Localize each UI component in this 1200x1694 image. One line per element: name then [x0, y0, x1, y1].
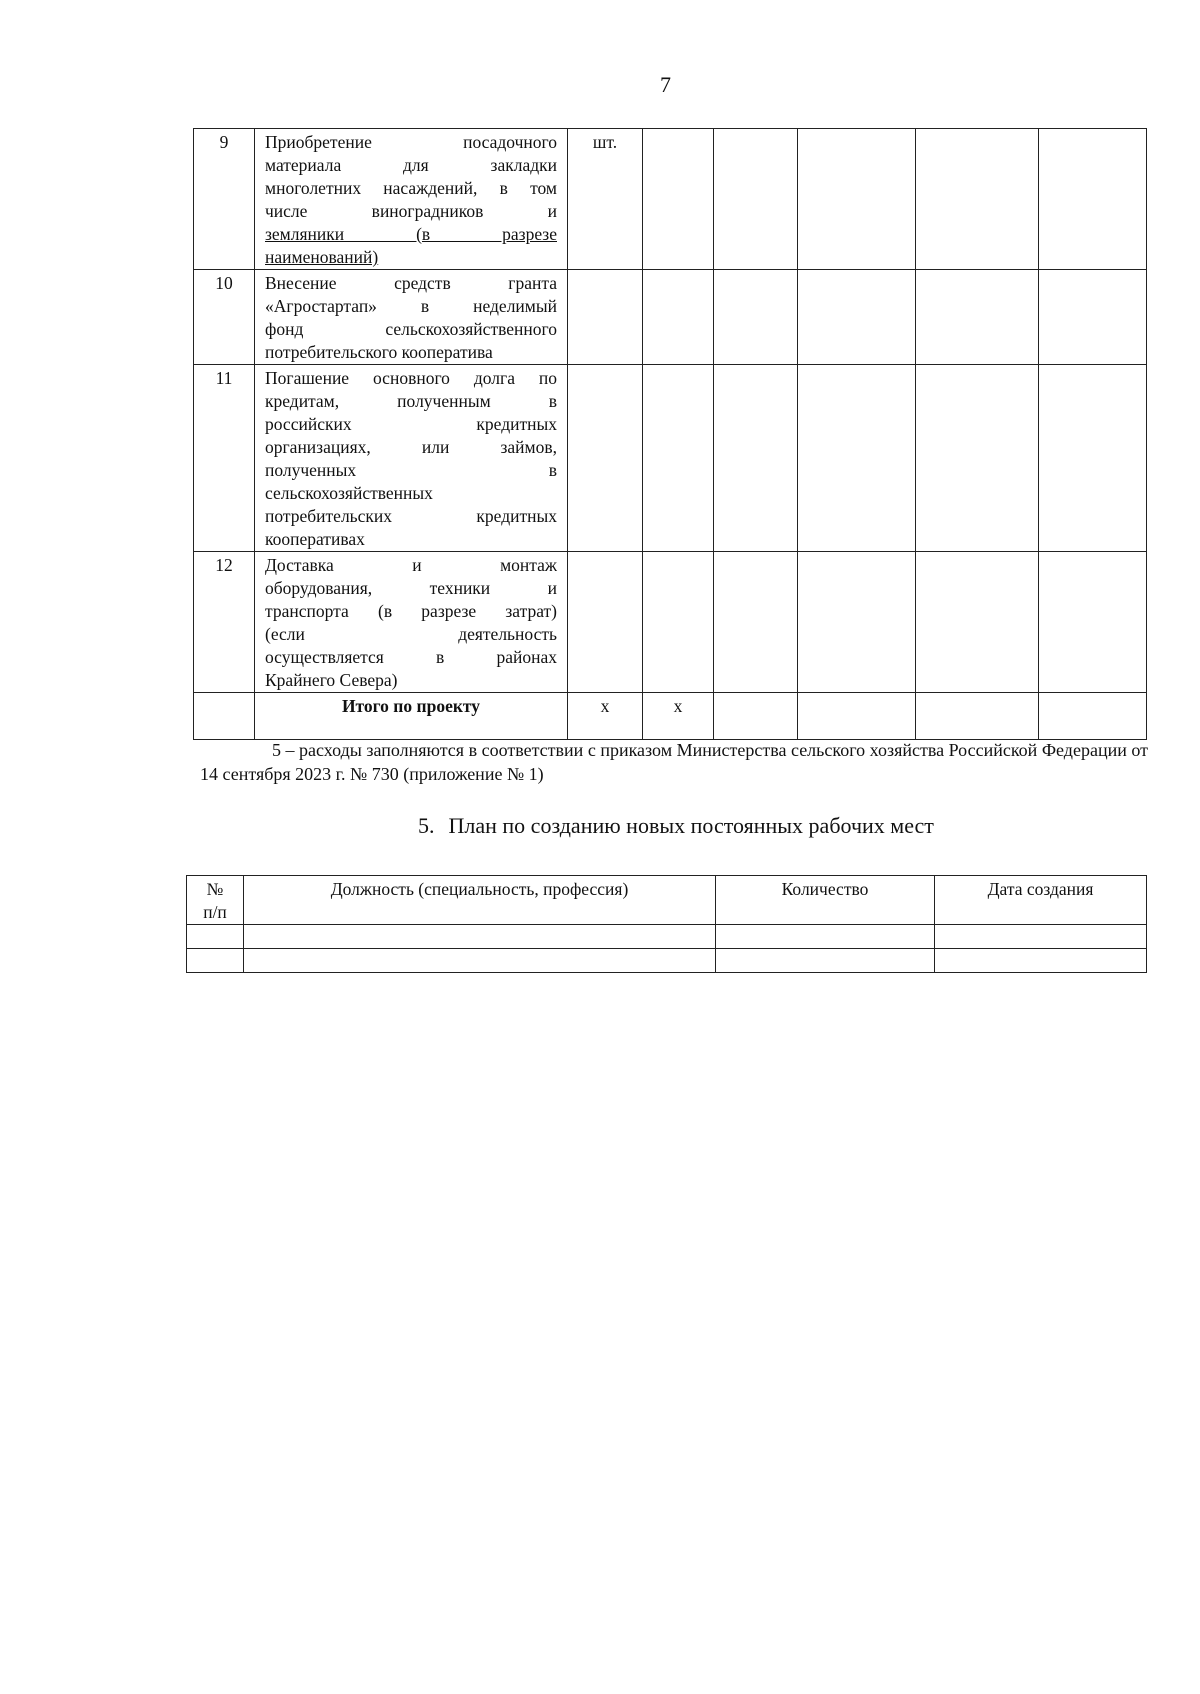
expense-name-line: земляники (в разрезе: [265, 224, 557, 244]
expense-name-line: оборудования, техники и: [265, 578, 557, 598]
total-x-mark: х: [643, 693, 714, 740]
value-cell: [1039, 693, 1147, 740]
column-header-quantity: Количество: [716, 876, 935, 925]
expense-name-line: числе виноградников и: [265, 201, 557, 221]
expense-name-line: потребительских кредитных: [265, 506, 557, 526]
expense-name-line: многолетних насаждений, в том: [265, 178, 557, 198]
empty-cell: [935, 949, 1147, 973]
empty-cell: [935, 925, 1147, 949]
value-cell: [916, 693, 1039, 740]
table-row: [187, 925, 1147, 949]
expense-name-line: наименований): [265, 247, 379, 267]
project-costs-table: [193, 128, 1147, 740]
value-cell: [1039, 365, 1147, 552]
expense-name-line: потребительского кооператива: [265, 342, 493, 362]
table-row: [194, 552, 1147, 693]
value-cell: [798, 270, 916, 365]
expense-name-line: российских кредитных: [265, 414, 557, 434]
expense-name-line: Внесение средств гранта: [265, 273, 557, 293]
table-row: [194, 129, 1147, 270]
unit-cell: [568, 365, 643, 552]
expense-name-line: организациях, или займов,: [265, 437, 557, 457]
expense-name-line: (если деятельность: [265, 624, 557, 644]
total-label: Итого по проекту: [255, 693, 568, 740]
value-cell: [916, 552, 1039, 693]
empty-cell: [244, 949, 716, 973]
value-cell: [714, 693, 798, 740]
table-row: [194, 365, 1147, 552]
value-cell: [798, 129, 916, 270]
expense-name: [255, 552, 568, 693]
column-header-number-text: № п/п: [203, 879, 227, 922]
empty-cell: [716, 949, 935, 973]
new-jobs-table: [186, 875, 1147, 973]
value-cell: [1039, 129, 1147, 270]
value-cell: [1039, 552, 1147, 693]
total-row: [194, 693, 1147, 740]
expense-name-line: кредитам, полученным в: [265, 391, 557, 411]
expense-name: [255, 270, 568, 365]
expense-name: [255, 129, 568, 270]
expense-name-line: «Агростартап» в неделимый: [265, 296, 557, 316]
value-cell: [714, 365, 798, 552]
value-cell: [714, 270, 798, 365]
unit-cell: [568, 552, 643, 693]
expense-name-line: осуществляется в районах: [265, 647, 557, 667]
expense-name-line: Погашение основного долга по: [265, 368, 557, 388]
table-header-row: [187, 876, 1147, 925]
row-number: 12: [194, 552, 255, 693]
table-row: [187, 949, 1147, 973]
expense-name-line: Приобретение посадочного: [265, 132, 557, 152]
expense-name: [255, 365, 568, 552]
value-cell: [916, 270, 1039, 365]
section-heading: [418, 813, 934, 839]
expense-name-line: материала для закладки: [265, 155, 557, 175]
unit-cell: шт.: [568, 129, 643, 270]
expense-name-line: Крайнего Севера): [265, 670, 398, 690]
expense-name-line: полученных в: [265, 460, 557, 480]
row-number: 11: [194, 365, 255, 552]
section-number: 5.: [418, 813, 435, 838]
footnote: 5 – расходы заполняются в соответствии с приказом Министерства сельского хозяйства Российской Федерации от 14 сентября 2023 г. № 730 (приложение № 1): [200, 740, 1148, 784]
empty-cell: [244, 925, 716, 949]
value-cell: [714, 552, 798, 693]
expense-name-line: фонд сельскохозяйственного: [265, 319, 557, 339]
value-cell: [798, 365, 916, 552]
value-cell: [643, 552, 714, 693]
value-cell: [916, 129, 1039, 270]
row-number: 9: [194, 129, 255, 270]
value-cell: [714, 129, 798, 270]
value-cell: [798, 552, 916, 693]
section-title: План по созданию новых постоянных рабочих мест: [448, 813, 934, 838]
column-header-position: Должность (специальность, профессия): [244, 876, 716, 925]
value-cell: [643, 365, 714, 552]
value-cell: [643, 129, 714, 270]
column-header-date: Дата создания: [935, 876, 1147, 925]
row-number: 10: [194, 270, 255, 365]
empty-cell: [194, 693, 255, 740]
total-x-mark: х: [568, 693, 643, 740]
column-header-number: [187, 876, 244, 925]
page-number: 7: [660, 72, 671, 97]
value-cell: [643, 270, 714, 365]
expense-name-line: сельскохозяйственных: [265, 483, 433, 503]
value-cell: [1039, 270, 1147, 365]
value-cell: [916, 365, 1039, 552]
table-row: [194, 270, 1147, 365]
empty-cell: [187, 925, 244, 949]
value-cell: [798, 693, 916, 740]
unit-cell: [568, 270, 643, 365]
expense-name-line: транспорта (в разрезе затрат): [265, 601, 557, 621]
expense-name-line: кооперативах: [265, 529, 365, 549]
empty-cell: [716, 925, 935, 949]
empty-cell: [187, 949, 244, 973]
expense-name-line: Доставка и монтаж: [265, 555, 557, 575]
